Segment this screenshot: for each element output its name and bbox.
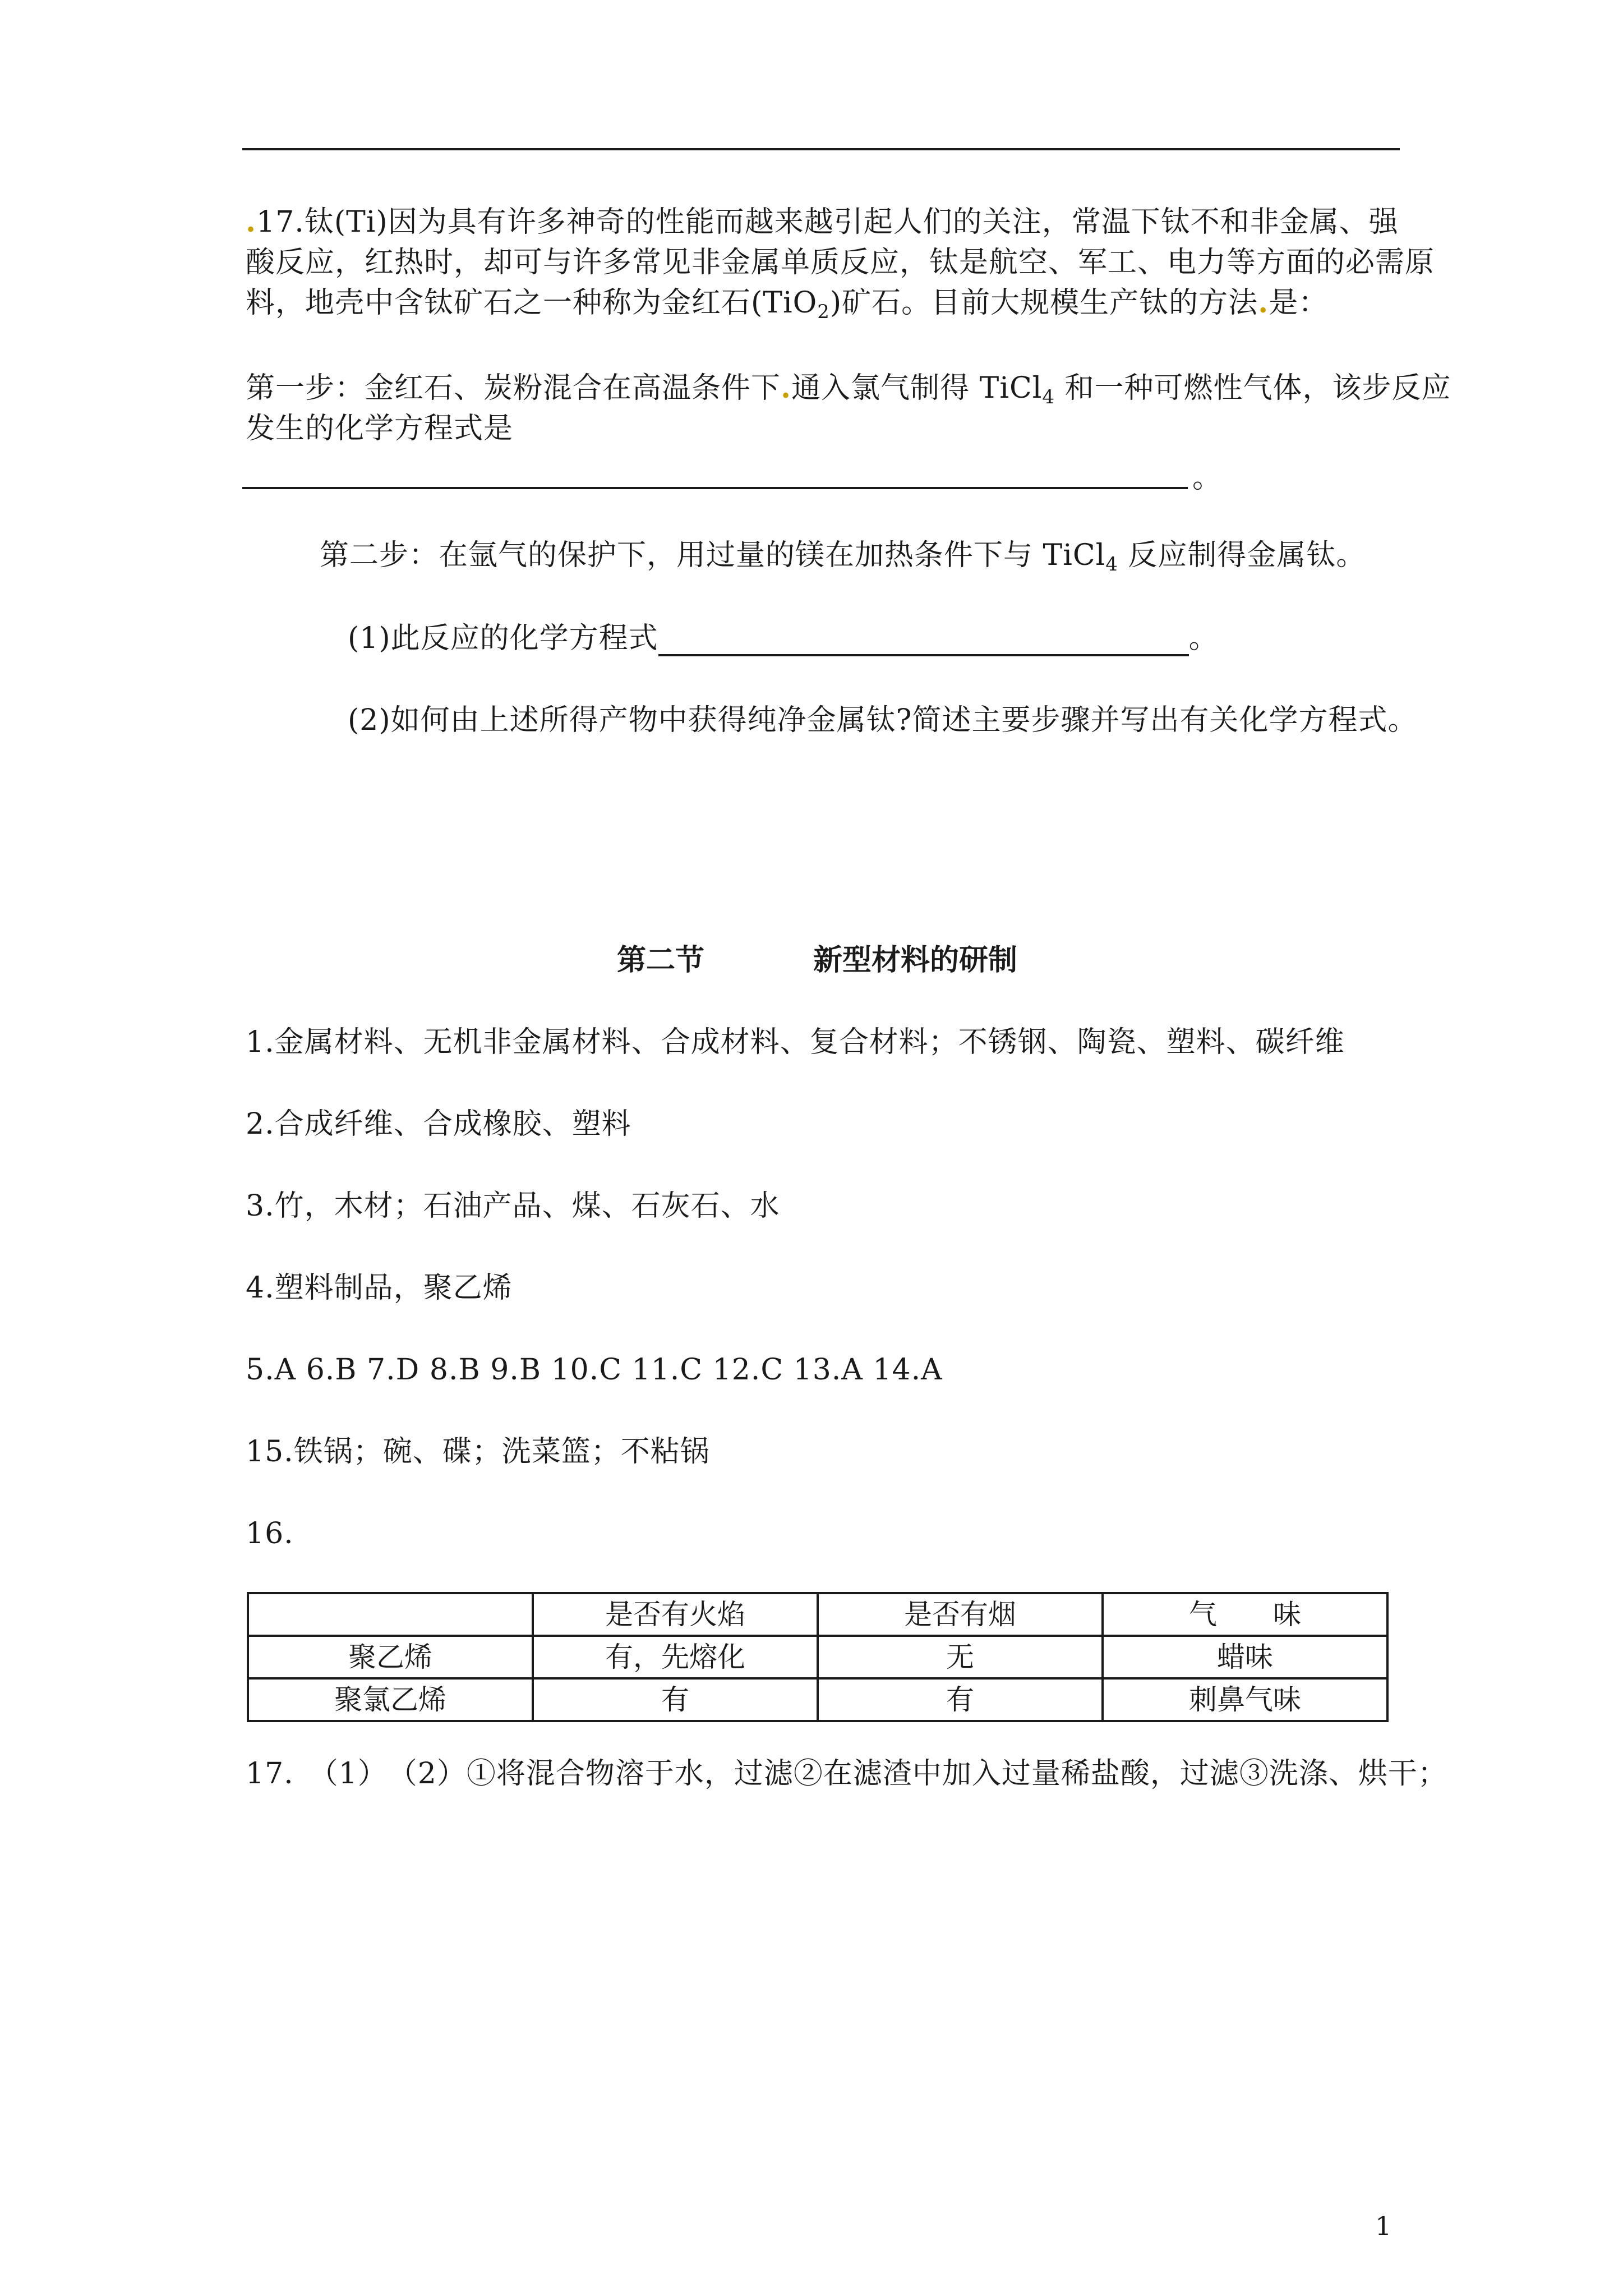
q17-line-1: .17.钛(Ti)因为具有许多神奇的性能而越来越引起人们的关注，常温下钛不和非金属、强 xyxy=(246,205,1399,239)
table-cell: 有 xyxy=(533,1678,818,1721)
q17-line-2: 酸反应，红热时，却可与许多常见非金属单质反应，钛是航空、军工、电力等方面的必需原 xyxy=(246,246,1435,279)
answer-4: 4.塑料制品，聚乙烯 xyxy=(246,1271,513,1305)
table-cell: 刺鼻气味 xyxy=(1103,1678,1387,1721)
bullet-mark: . xyxy=(246,205,257,239)
comparison-table xyxy=(247,1592,1389,1722)
table-cell: 有，先熔化 xyxy=(533,1636,818,1678)
table-header-cell: 是否有火焰 xyxy=(533,1593,818,1636)
section-title: 新型材料的研制 xyxy=(813,943,1018,977)
answer-blank-step1[interactable] xyxy=(242,487,1188,489)
table-cell: 蜡味 xyxy=(1103,1636,1387,1678)
table-header-cell: 是否有烟 xyxy=(818,1593,1103,1636)
table-header-cell xyxy=(248,1593,533,1636)
step1-line-1: 第一步：金红石、炭粉混合在高温条件下.通入氯气制得 TiCl$_4$ 和一种可燃性气体，该步反应 xyxy=(246,371,1451,408)
section-label: 第二节 xyxy=(617,943,705,977)
answer-blank-sub1[interactable] xyxy=(658,626,1189,656)
table-cell: 有 xyxy=(818,1678,1103,1721)
header-rule xyxy=(242,148,1400,150)
table-cell: 聚氯乙烯 xyxy=(248,1678,533,1721)
answer-1: 1.金属材料、无机非金属材料、合成材料、复合材料；不锈钢、陶瓷、塑料、碳纤维 xyxy=(246,1025,1345,1059)
table-header-row xyxy=(248,1593,1387,1636)
step1-period: 。 xyxy=(1192,461,1223,495)
page-number: 1 xyxy=(1375,2211,1392,2241)
q17-line-3: 料，地壳中含钛矿石之一种称为金红石(TiO$_2$)矿石。目前大规模生产钛的方法.是： xyxy=(246,286,1329,323)
answer-2: 2.合成纤维、合成橡胶、塑料 xyxy=(246,1107,631,1141)
table-header-cell: 气 味 xyxy=(1103,1593,1387,1636)
table-row xyxy=(248,1636,1387,1678)
table-row xyxy=(248,1678,1387,1721)
table-cell: 无 xyxy=(818,1636,1103,1678)
answer-3: 3.竹，木材；石油产品、煤、石灰石、水 xyxy=(246,1189,780,1223)
answer-15: 15.铁锅；碗、碟；洗菜篮；不粘锅 xyxy=(246,1435,710,1469)
answer-17: 17. （1） （2）①将混合物溶于水，过滤②在滤渣中加入过量稀盐酸，过滤③洗涤、烘干； xyxy=(246,1757,1447,1791)
step2-line: 第二步：在氩气的保护下，用过量的镁在加热条件下与 TiCl$_4$ 反应制得金属钛。 xyxy=(320,539,1366,576)
sub-question-1: (1)此反应的化学方程式 。 xyxy=(348,622,1219,655)
answer-16: 16. xyxy=(246,1517,294,1550)
step1-line-2: 发生的化学方程式是 xyxy=(246,412,514,445)
table-cell: 聚乙烯 xyxy=(248,1636,533,1678)
sub-question-2: (2)如何由上述所得产物中获得纯净金属钛?简述主要步骤并写出有关化学方程式。 xyxy=(348,703,1418,737)
answer-5-14: 5.A 6.B 7.D 8.B 9.B 10.C 11.C 12.C 13.A 14.A xyxy=(246,1353,943,1387)
